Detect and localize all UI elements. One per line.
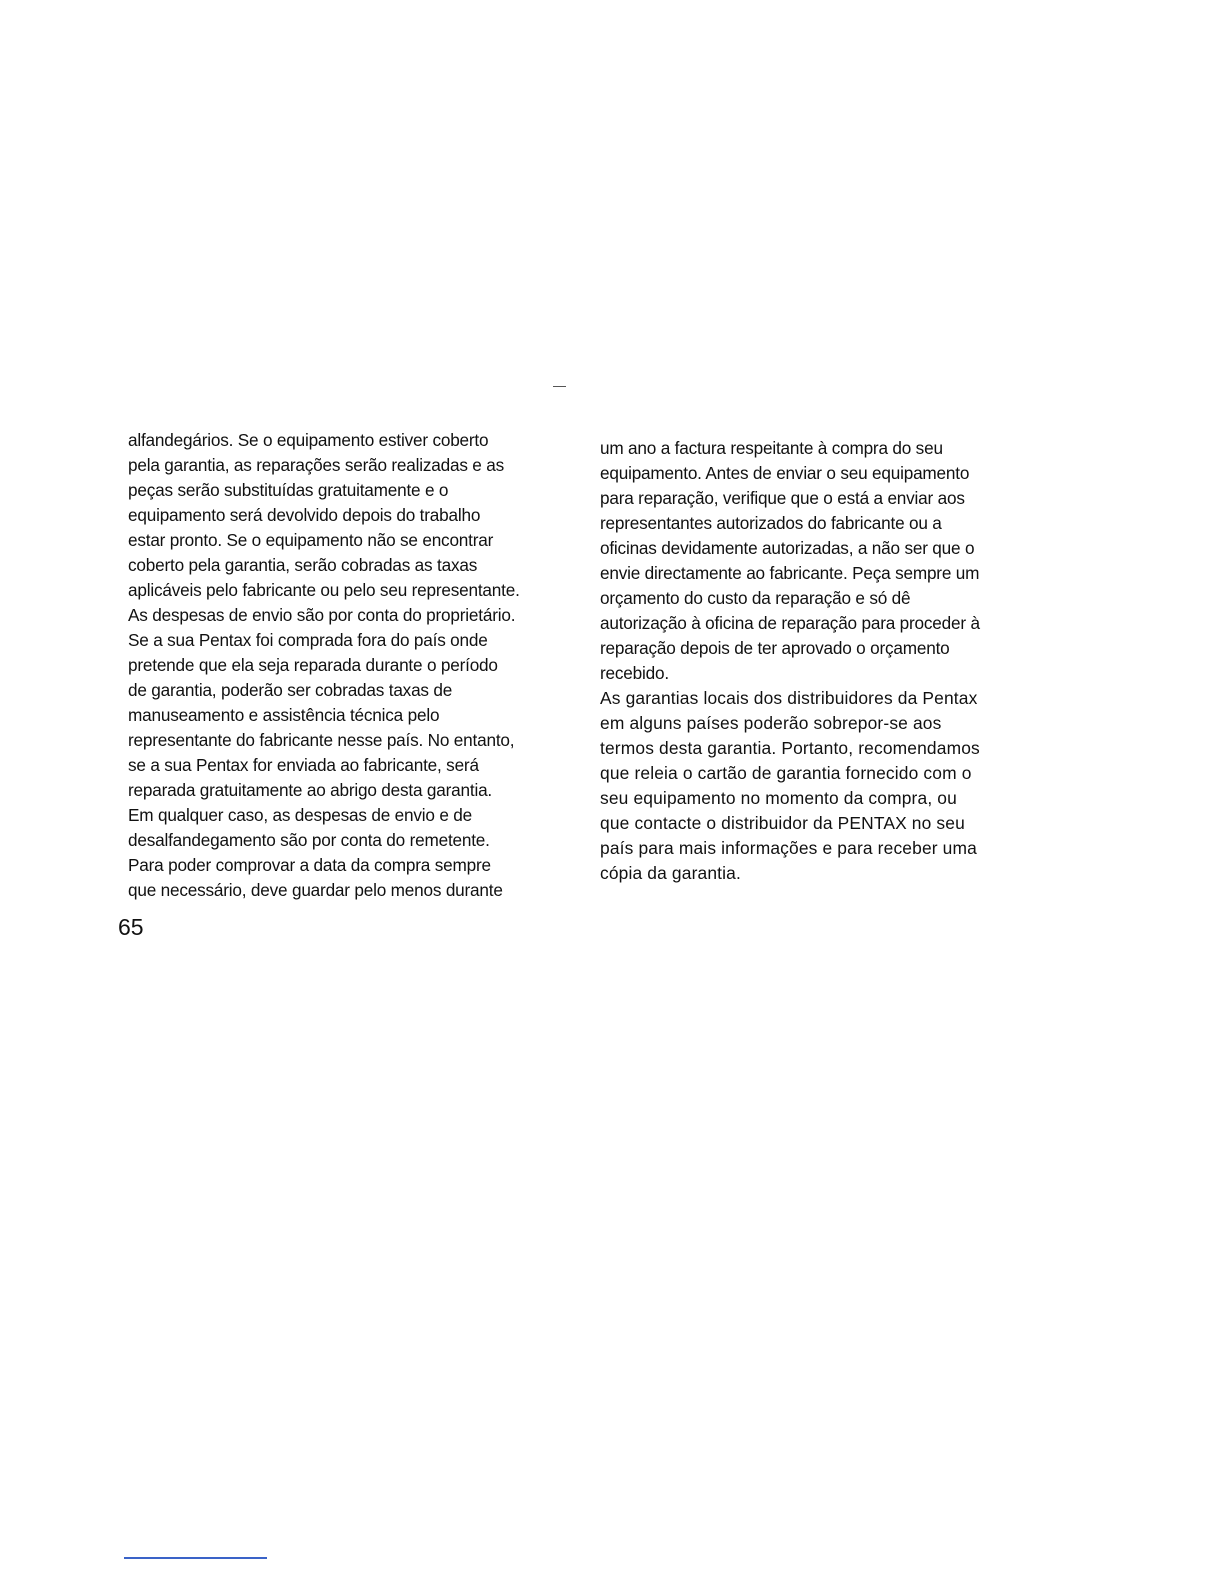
right-line: oficinas devidamente autorizadas, a não ser que o <box>600 538 975 558</box>
left-line: equipamento será devolvido depois do trabalho <box>128 505 481 525</box>
left-line: Em qualquer caso, as despesas de envio e de <box>128 805 472 825</box>
right-line: equipamento. Antes de enviar o seu equipamento <box>600 463 970 483</box>
left-line: estar pronto. Se o equipamento não se encontrar <box>128 530 494 550</box>
right-line: termos desta garantia. Portanto, recomendamos <box>600 738 980 758</box>
left-line: representante do fabricante nesse país. No entanto, <box>128 730 515 750</box>
left-line: alfandegários. Se o equipamento estiver coberto <box>128 430 489 450</box>
right-line: As garantias locais dos distribuidores da Pentax <box>600 688 978 708</box>
left-line: reparada gratuitamente ao abrigo desta garantia. <box>128 780 493 800</box>
right-line: em alguns países poderão sobrepor-se aos <box>600 713 942 733</box>
left-line: manuseamento e assistência técnica pelo <box>128 705 440 725</box>
right-line: que contacte o distribuidor da PENTAX no seu <box>600 813 965 833</box>
right-line: seu equipamento no momento da compra, ou <box>600 788 957 808</box>
right-line: autorização à oficina de reparação para proceder à <box>600 613 980 633</box>
left-line: As despesas de envio são por conta do proprietário. <box>128 605 516 625</box>
right-line: cópia da garantia. <box>600 863 741 883</box>
right-line: orçamento do custo da reparação e só dê <box>600 588 911 608</box>
right-line: representantes autorizados do fabricante ou a <box>600 513 942 533</box>
left-line: peças serão substituídas gratuitamente e o <box>128 480 449 500</box>
left-text-column <box>128 428 568 903</box>
right-line: país para mais informações e para receber uma <box>600 838 977 858</box>
left-line: aplicáveis pelo fabricante ou pelo seu representante. <box>128 580 520 600</box>
left-line: pela garantia, as reparações serão realizadas e as <box>128 455 504 475</box>
left-line: de garantia, poderão ser cobradas taxas de <box>128 680 453 700</box>
left-line: se a sua Pentax for enviada ao fabricante, será <box>128 755 479 775</box>
footer-rule <box>124 1557 267 1559</box>
right-line: para reparação, verifique que o está a enviar aos <box>600 488 965 508</box>
left-line: desalfandegamento são por conta do remetente. <box>128 830 490 850</box>
top-dash-mark <box>553 386 566 387</box>
page-number: 65 <box>118 914 144 940</box>
right-line: envie directamente ao fabricante. Peça sempre um <box>600 563 980 583</box>
right-text-column <box>600 436 1040 886</box>
right-line: recebido. <box>600 663 669 683</box>
left-line: Se a sua Pentax foi comprada fora do país onde <box>128 630 488 650</box>
left-line: coberto pela garantia, serão cobradas as taxas <box>128 555 478 575</box>
right-line: que releia o cartão de garantia fornecido com o <box>600 763 972 783</box>
right-line: reparação depois de ter aprovado o orçamento <box>600 638 950 658</box>
left-line: que necessário, deve guardar pelo menos durante <box>128 880 503 900</box>
right-line: um ano a factura respeitante à compra do seu <box>600 438 943 458</box>
left-line: pretende que ela seja reparada durante o período <box>128 655 498 675</box>
left-line: Para poder comprovar a data da compra sempre <box>128 855 491 875</box>
